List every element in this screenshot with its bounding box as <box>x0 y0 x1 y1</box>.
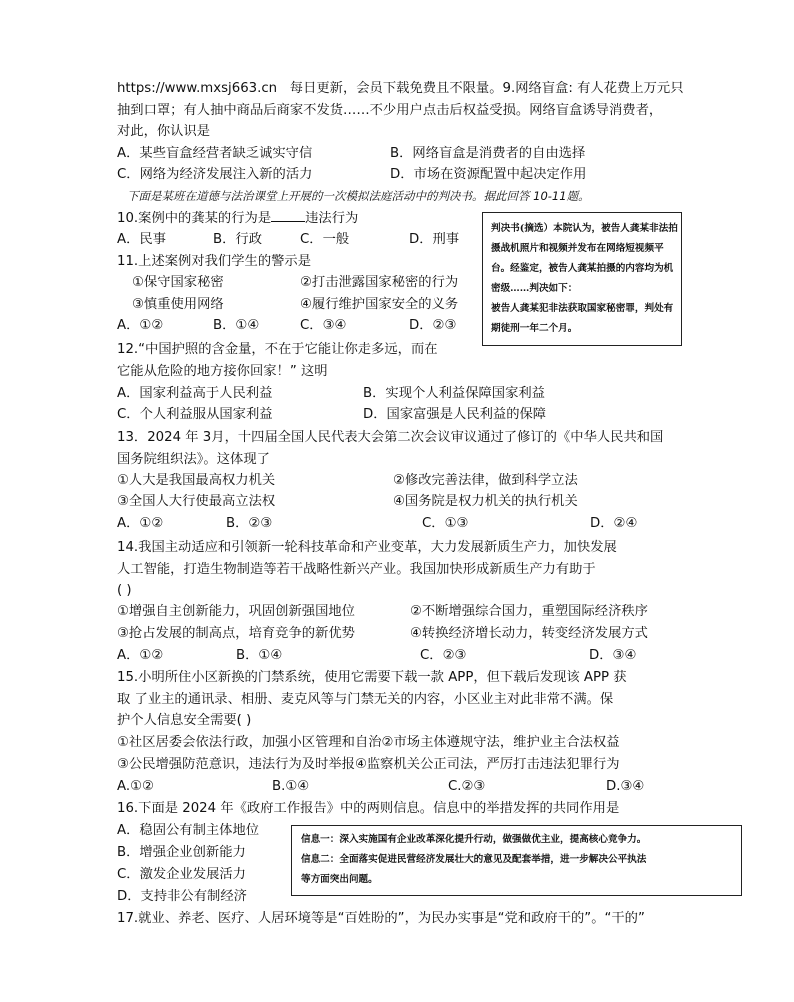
q13-line-2: 国务院组织法》。这体现了 <box>117 452 270 467</box>
judgment-line: 被告人龚某犯非法获取国家秘密罪，判处有 <box>491 303 674 314</box>
judgment-line: 密级……判决如下： <box>491 283 578 294</box>
q10-option-b: B．行政 <box>213 232 263 247</box>
q10-stem-a: 10.案例中的龚某的行为是 <box>117 211 272 226</box>
q9-line-2: 抽到口罩；有人抽中商品后商家不发货……不少用户点击后权益受损。网络盲盒诱导消费者， <box>117 103 663 118</box>
q9-option-c: C．网络为经济发展注入新的活力 <box>117 167 313 182</box>
q14-item-3: ③抢占发展的制高点，培育竞争的新优势 <box>117 626 355 641</box>
q11-item-2: ②打击泄露国家秘密的行为 <box>300 275 459 290</box>
q11-item-3: ③慎重使用网络 <box>132 297 224 312</box>
q17-line-1: 17.就业、养老、医疗、人居环境等是“百姓盼的”，为民办实事是“党和政府干的”。“干的” <box>117 911 645 926</box>
info-line: 等方面突出问题。 <box>301 874 378 885</box>
q9-option-b: B．网络盲盒是消费者的自由选择 <box>390 146 586 161</box>
q9-line-1 <box>117 79 684 99</box>
q10-blank <box>271 208 305 222</box>
q14-option-d: D．③④ <box>589 648 637 663</box>
q13-item-3: ③全国人大行使最高立法权 <box>117 494 276 509</box>
q16-option-d: D．支持非公有制经济 <box>117 889 247 904</box>
judgment-line: 台。经鉴定，被告人龚某拍摄的内容均为机 <box>491 263 674 274</box>
q11-item-1: ①保守国家秘密 <box>132 275 224 290</box>
q9-line-3: 对此，你认识是 <box>117 124 211 139</box>
q13-option-a: A．①② <box>117 516 164 531</box>
judgment-excerpt-box <box>482 212 682 346</box>
q14-line-1: 14.我国主动适应和引领新一轮科技革命和产业变革，大力发展新质生产力，加快发展 <box>117 540 617 555</box>
q13-item-1: ①人大是我国最高权力机关 <box>117 473 276 488</box>
q11-option-a: A．①② <box>117 318 164 333</box>
q15-option-b: B.①④ <box>272 779 310 794</box>
q14-option-c: C．②③ <box>420 648 467 663</box>
q9-option-a: A．某些盲盒经营者缺乏诚实守信 <box>117 146 313 161</box>
q11-option-d: D．②③ <box>409 318 457 333</box>
q9-stem-start: 9.网络盲盒: 有人花费上万元只 <box>502 81 684 96</box>
q10-stem-b: 违法行为 <box>305 211 359 226</box>
q14-item-1: ①增强自主创新能力，巩固创新强国地位 <box>117 604 355 619</box>
q13-line-1: 13．2024 年 3月，十四届全国人民代表大会第二次会议审议通过了修订的《中华人民共和国 <box>117 430 664 445</box>
q12-option-d: D．国家富强是人民利益的保障 <box>363 407 547 422</box>
q16-option-c: C．激发企业发展活力 <box>117 867 246 882</box>
q11-stem: 11.上述案例对我们学生的警示是 <box>117 254 312 269</box>
q13-option-c: C．①③ <box>422 516 469 531</box>
q12-option-b: B．实现个人利益保障国家利益 <box>363 386 545 401</box>
q14-option-a: A．①② <box>117 648 164 663</box>
info-box <box>291 825 742 896</box>
q15-line-1: 15.小明所住小区新换的门禁系统，使用它需要下载一款 APP，但下载后发现该 APP 获 <box>117 670 627 685</box>
q15-line-2: 取 了业主的通讯录、相册、麦克风等与门禁无关的内容，小区业主对此非常不满。保 <box>117 692 614 707</box>
q16-option-b: B．增强企业创新能力 <box>117 845 246 860</box>
q15-items-1-2: ①社区居委会依法行政，加强小区管理和自治②市场主体遵规守法，维护业主合法权益 <box>117 735 620 750</box>
q10-option-a: A．民事 <box>117 232 166 247</box>
intro-10-11: 下面是某班在道德与法治课堂上开展的一次模拟法庭活动中的判决书。据此回答 10-11题。 <box>127 189 590 203</box>
q10-stem <box>117 208 358 229</box>
judgment-line: 判决书(摘选）本院认为，被告人龚某非法拍 <box>491 223 678 234</box>
q14-item-2: ②不断增强综合国力，重塑国际经济秩序 <box>410 604 648 619</box>
judgment-line: 期徒刑一年二个月。 <box>491 323 578 334</box>
q13-option-d: D．②④ <box>590 516 638 531</box>
q16-stem: 16.下面是 2024 年《政府工作报告》中的两则信息。信息中的举措发挥的共同作用是 <box>117 801 620 816</box>
q12-line-2: 它能从危险的地方接你回家！” 这明 <box>117 364 328 379</box>
q10-option-c: C．一般 <box>300 232 350 247</box>
q15-option-c: C.②③ <box>448 779 486 794</box>
q12-line-1: 12.“中国护照的含金量，不在于它能让你走多远，而在 <box>117 342 438 357</box>
info-line: 信息二：全面落实促进民营经济发展壮大的意见及配套举措，进一步解决公平执法 <box>301 854 647 865</box>
q15-option-a: A.①② <box>117 779 154 794</box>
q16-option-a: A．稳固公有制主体地位 <box>117 823 260 838</box>
source-url: https://www.mxsj663.cn <box>117 81 278 96</box>
q12-option-a: A．国家利益高于人民利益 <box>117 386 273 401</box>
q15-line-3: 护个人信息安全需要( ) <box>117 713 252 728</box>
q15-option-d: D.③④ <box>606 779 645 794</box>
q9-option-d: D．市场在资源配置中起决定作用 <box>390 167 587 182</box>
q14-item-4: ④转换经济增长动力，转变经济发展方式 <box>410 626 648 641</box>
q14-option-b: B．①④ <box>236 648 283 663</box>
q10-option-d: D．刑事 <box>409 232 460 247</box>
q14-answer-paren: ( ) <box>117 583 132 598</box>
q11-item-4: ④履行维护国家安全的义务 <box>300 297 459 312</box>
q12-option-c: C．个人利益服从国家利益 <box>117 407 273 422</box>
q13-item-4: ④国务院是权力机关的执行机关 <box>393 494 578 509</box>
judgment-line: 摄战机照片和视频并发布在网络短视频平 <box>491 243 664 254</box>
q11-option-b: B．①④ <box>213 318 260 333</box>
site-notice: 每日更新，会员下载免费且不限量。 <box>289 81 503 96</box>
q11-option-c: C．③④ <box>300 318 347 333</box>
q14-line-2: 人工智能，打造生物制造等若干战略性新兴产业。我国加快形成新质生产力有助于 <box>117 562 596 577</box>
q13-option-b: B．②③ <box>226 516 273 531</box>
q15-items-3-4: ③公民增强防范意识，违法行为及时举报④监察机关公正司法，严厉打击违法犯罪行为 <box>117 757 620 772</box>
info-line: 信息一：深入实施国有企业改革深化提升行动，做强做优主业，提高核心竞争力。 <box>301 834 647 845</box>
q13-item-2: ②修改完善法律，做到科学立法 <box>393 473 578 488</box>
